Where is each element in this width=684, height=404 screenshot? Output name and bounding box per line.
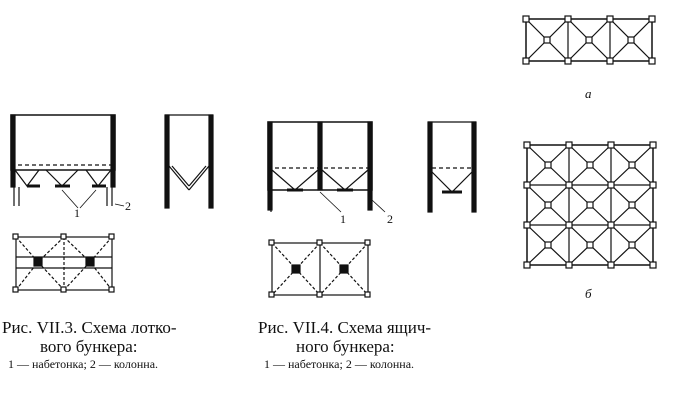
fig4-caption-line2: ного бункера:: [296, 337, 395, 356]
fig3-callout-1: 1: [74, 206, 80, 220]
fig4-section: [268, 122, 385, 212]
grid-view-a: [523, 16, 655, 64]
fig3-caption-line2: вого бункера:: [40, 337, 138, 356]
fig3-caption-line1: Рис. VII.3. Схема лотко-: [2, 318, 177, 337]
grid-view-b: [524, 142, 656, 268]
grid-view-a-label: а: [585, 86, 592, 101]
fig4-callout-2: 2: [387, 212, 393, 226]
fig3-plan: [13, 234, 114, 292]
fig4-callout-1: 1: [340, 212, 346, 226]
grid-view-b-label: б: [585, 286, 592, 301]
fig4-side-view: [428, 122, 476, 212]
fig3-section: [11, 115, 124, 208]
fig3-legend: 1 — набетонка; 2 — колонна.: [8, 357, 159, 371]
fig3-callout-2: 2: [125, 199, 131, 213]
fig4-legend: 1 — набетонка; 2 — колонна.: [264, 357, 415, 371]
fig4-caption-line1: Рис. VII.4. Схема ящич-: [258, 318, 432, 337]
fig3-side-view: [165, 115, 213, 208]
fig4-plan: [269, 240, 370, 297]
